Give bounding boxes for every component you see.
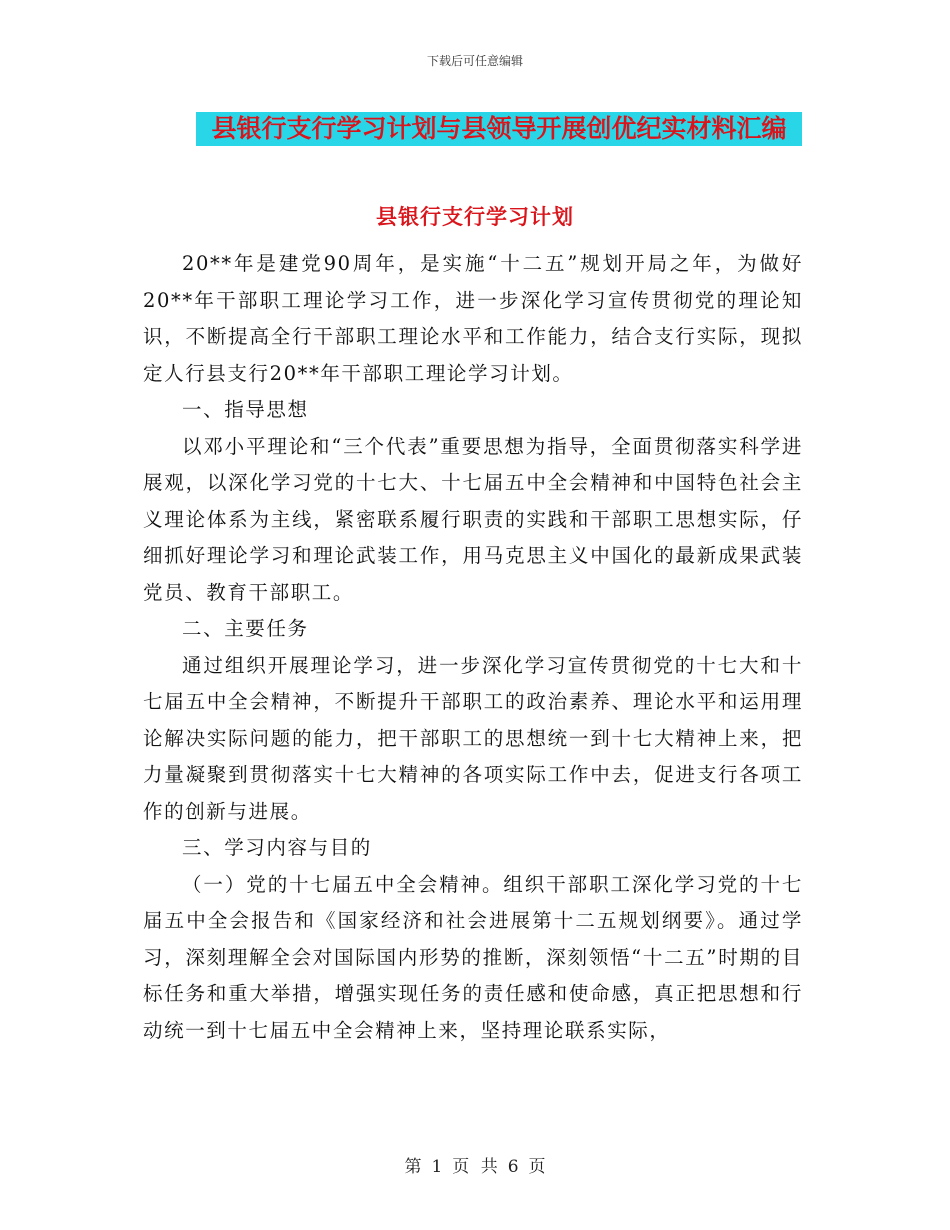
heading-main-tasks: 二、主要任务 <box>182 617 309 640</box>
page-footer <box>0 1152 950 1177</box>
page-total: 6 <box>507 1157 519 1177</box>
header-note: 下载后可任意编辑 <box>426 54 523 68</box>
heading-study-content: 三、学习内容与目的 <box>182 836 372 859</box>
page-suffix: 页 <box>528 1157 546 1177</box>
section-title: 县银行支行学习计划 <box>376 204 574 229</box>
paragraph-intro: 20**年是建党90周年，是实施“十二五”规划开局之年，为做好20**年干部职工理论学习工作，进一步深化学习宣传贯彻党的理论知识，不断提高全行干部职工理论水平和工作能力，结合支行实际，现拟定人行县支行20**年干部职工理论学习计划。 <box>143 252 803 385</box>
page-prefix: 第 <box>404 1157 422 1177</box>
document-body <box>143 246 803 1049</box>
page-mid: 页 共 <box>452 1157 498 1177</box>
paragraph-guiding-thought: 以邓小平理论和“三个代表”重要思想为指导，全面贯彻落实科学进展观，以深化学习党的十七大、十七届五中全会精神和中国特色社会主义理论体系为主线，紧密联系履行职责的实践和干部职工思想实际，仔细抓好理论学习和理论武装工作，用马克思主义中国化的最新成果武装党员、教育干部职工。 <box>143 434 803 604</box>
paragraph-main-tasks: 通过组织开展理论学习，进一步深化学习宣传贯彻党的十七大和十七届五中全会精神，不断提升干部职工的政治素养、理论水平和运用理论解决实际问题的能力，把干部职工的思想统一到十七大精神上来，把力量凝聚到贯彻落实十七大精神的各项实际工作中去，促进支行各项工作的创新与进展。 <box>143 653 803 823</box>
document-title-highlight <box>196 112 802 146</box>
page-number: 1 <box>431 1157 443 1177</box>
heading-guiding-thought: 一、指导思想 <box>182 398 309 421</box>
paragraph-study-content-1: （一）党的十七届五中全会精神。组织干部职工深化学习党的十七届五中全会报告和《国家经济和社会进展第十二五规划纲要》。通过学习，深刻理解全会对国际国内形势的推断，深刻领悟“十二五”时期的目标任务和重大举措，增强实现任务的责任感和使命感，真正把思想和行动统一到十七届五中全会精神上来，坚持理论联系实际， <box>143 872 803 1042</box>
document-title: 县银行支行学习计划与县领导开展创优纪实材料汇编 <box>211 114 787 143</box>
